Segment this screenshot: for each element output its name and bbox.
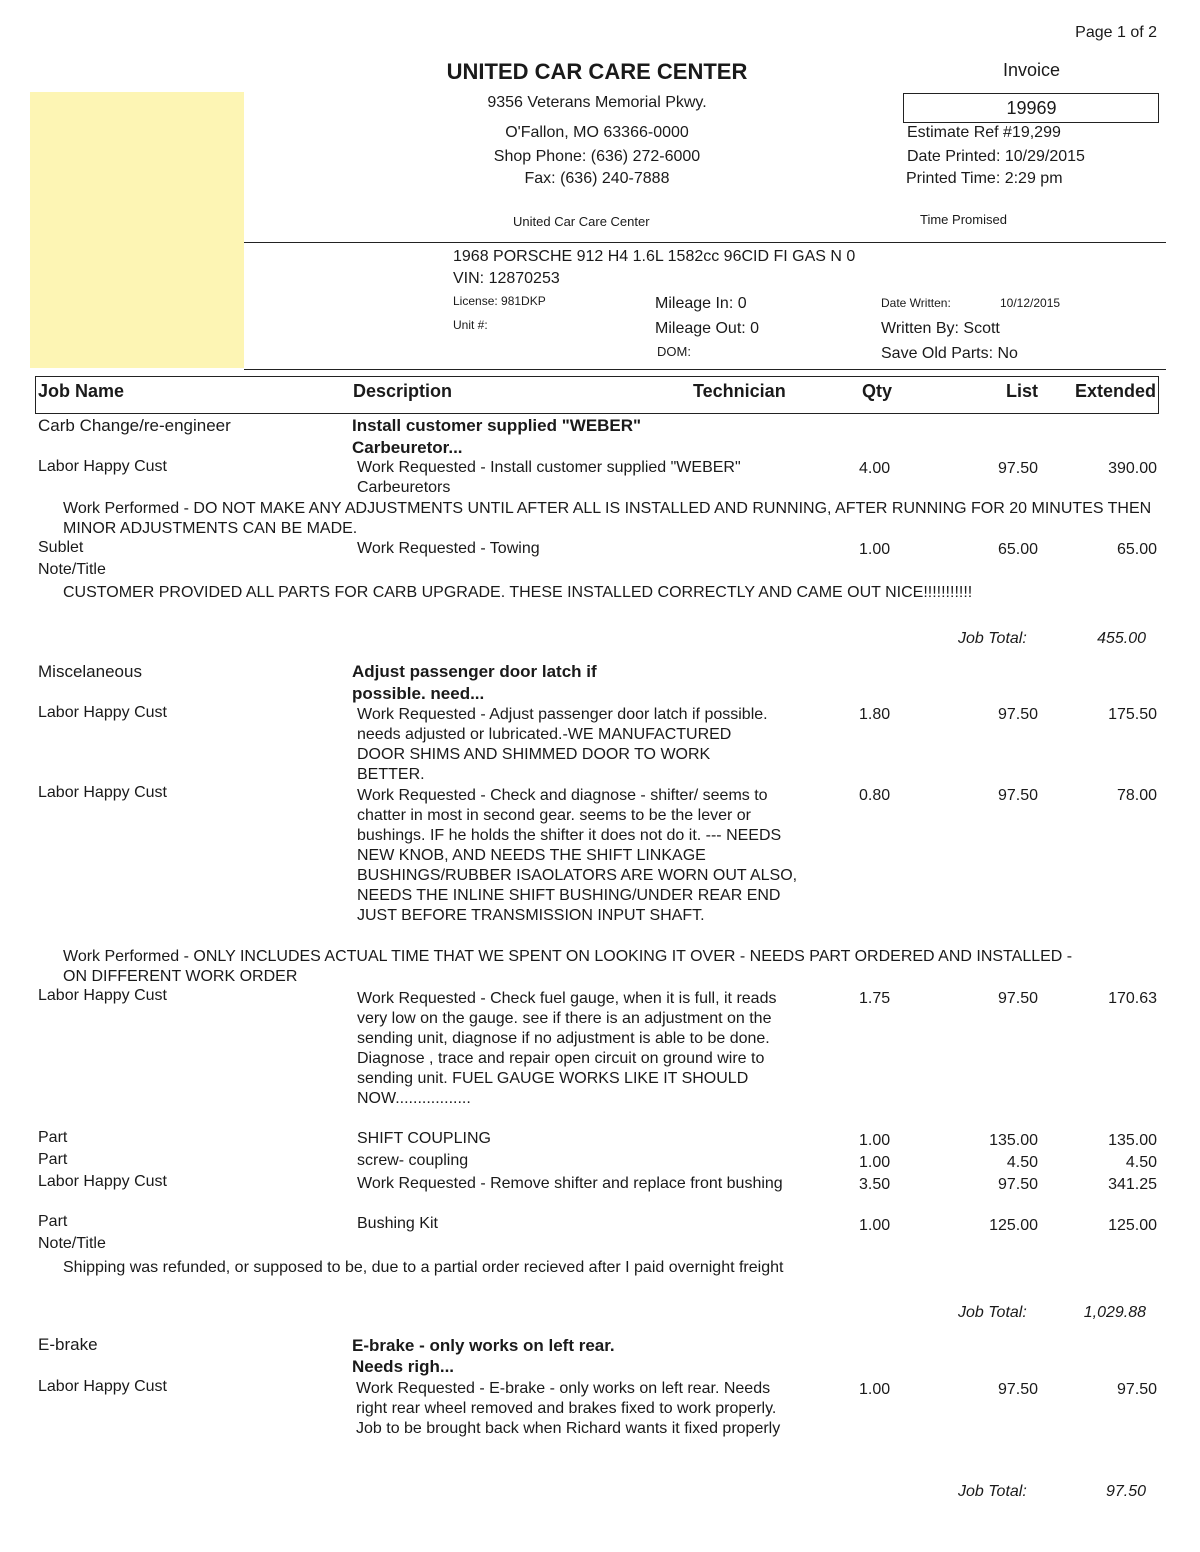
- work-performed: Work Performed - ONLY INCLUDES ACTUAL TIME THAT WE SPENT ON LOOKING IT OVER - NEEDS PART ORDERED AND INSTALLED - ON DIFFERENT WORK ORDER: [63, 948, 1073, 985]
- line-type: Part: [38, 1213, 68, 1230]
- line-extended: 125.00: [1108, 1217, 1157, 1234]
- line-type: Labor Happy Cust: [38, 987, 167, 1004]
- vehicle-license: License: 981DKP: [453, 294, 546, 308]
- line-extended: 170.63: [1108, 990, 1157, 1007]
- col-description: Description: [353, 381, 453, 401]
- line-list: 97.50: [997, 787, 1038, 804]
- mileage-in: Mileage In: 0: [655, 295, 747, 312]
- save-old-parts: Save Old Parts: No: [881, 345, 1018, 362]
- job-total: 1,029.88: [1083, 1304, 1146, 1321]
- shop-footer-name: United Car Care Center: [513, 214, 650, 229]
- line-description: Work Requested - Check fuel gauge, when it is full, it reads very low on the gauge. see if there is an adjustment on the sending unit, diagnose if no adjustment is able to be done. Diagnose , trace and repair open circuit on ground wire to sending unit. FUEL GAUGE WORKS LIKE IT SHOULD NOW.................: [357, 990, 777, 1107]
- note-text: Shipping was refunded, or supposed to be, due to a partial order recieved after I paid overnight freight: [63, 1259, 784, 1276]
- line-list: 65.00: [997, 541, 1038, 558]
- job-title: Carbeuretor...: [352, 438, 463, 457]
- job-title: E-brake - only works on left rear.: [352, 1336, 615, 1355]
- line-list: 125.00: [989, 1217, 1038, 1234]
- col-extended: Extended: [1074, 381, 1156, 401]
- vehicle-description: 1968 PORSCHE 912 H4 1.6L 1582cc 96CID FI GAS N 0: [453, 248, 856, 265]
- redacted-customer-info: [30, 92, 244, 368]
- line-list: 97.50: [997, 1381, 1038, 1398]
- line-extended: 97.50: [1116, 1381, 1157, 1398]
- line-description: Work Requested - Install customer supplied "WEBER" Carbeuretors: [357, 459, 741, 496]
- line-type: Labor Happy Cust: [38, 1378, 167, 1395]
- job-name: Miscelaneous: [38, 662, 142, 681]
- line-list: 97.50: [997, 1176, 1038, 1193]
- line-extended: 135.00: [1108, 1132, 1157, 1149]
- line-qty: 1.00: [859, 1217, 891, 1234]
- note-text: CUSTOMER PROVIDED ALL PARTS FOR CARB UPGRADE. THESE INSTALLED CORRECTLY AND CAME OUT NICE!!!!!!!!!!!: [63, 584, 973, 601]
- line-type: Labor Happy Cust: [38, 458, 167, 475]
- job-name: E-brake: [38, 1335, 98, 1354]
- job-title: Adjust passenger door latch if: [352, 662, 597, 681]
- job-total-label: Job Total:: [958, 630, 1027, 647]
- estimate-ref: Estimate Ref #19,299: [907, 124, 1061, 141]
- date-written: 10/12/2015: [1000, 296, 1061, 310]
- col-job-name: Job Name: [38, 381, 125, 401]
- line-description: screw- coupling: [357, 1152, 469, 1169]
- line-type: Labor Happy Cust: [38, 784, 167, 801]
- line-extended: 65.00: [1116, 541, 1157, 558]
- line-type: Labor Happy Cust: [38, 1173, 167, 1190]
- line-qty: 1.75: [859, 990, 891, 1007]
- col-list: List: [1005, 381, 1038, 401]
- line-type: Sublet: [38, 539, 84, 556]
- time-promised: Time Promised: [920, 212, 1007, 227]
- line-description: Work Requested - Towing: [357, 540, 540, 557]
- line-list: 4.50: [1006, 1154, 1038, 1171]
- vehicle-vin: VIN: 12870253: [453, 270, 560, 287]
- line-list: 97.50: [997, 706, 1038, 723]
- shop-address-2: O'Fallon, MO 63366-0000: [505, 124, 689, 141]
- mileage-out: Mileage Out: 0: [655, 320, 760, 337]
- invoice-label: Invoice: [1002, 60, 1061, 80]
- vehicle-divider: [244, 369, 1166, 370]
- note-label: Note/Title: [38, 1235, 106, 1252]
- line-qty: 0.80: [859, 787, 891, 804]
- line-extended: 4.50: [1125, 1154, 1157, 1171]
- col-technician: Technician: [693, 381, 786, 401]
- line-list: 135.00: [989, 1132, 1038, 1149]
- job-total: 455.00: [1097, 630, 1146, 647]
- job-name: Carb Change/re-engineer: [38, 416, 231, 435]
- line-qty: 3.50: [859, 1176, 891, 1193]
- date-printed: Date Printed: 10/29/2015: [907, 148, 1085, 165]
- job-total-label: Job Total:: [958, 1483, 1027, 1500]
- line-type: Part: [38, 1151, 68, 1168]
- work-performed: Work Performed - DO NOT MAKE ANY ADJUSTMENTS UNTIL AFTER ALL IS INSTALLED AND RUNNING, AFTER RUNNING FOR 20 MINUTES THEN MINOR ADJUSTMENTS CAN BE MADE.: [63, 500, 1152, 537]
- shop-fax: Fax: (636) 240-7888: [524, 170, 670, 187]
- line-list: 97.50: [997, 460, 1038, 477]
- job-title: Needs righ...: [352, 1357, 455, 1376]
- vehicle-unit: Unit #:: [453, 318, 488, 332]
- line-qty: 1.00: [859, 1381, 891, 1398]
- printed-time: Printed Time: 2:29 pm: [906, 170, 1063, 187]
- line-type: Part: [38, 1129, 68, 1146]
- date-written-label: Date Written:: [881, 296, 951, 310]
- line-extended: 341.25: [1108, 1176, 1157, 1193]
- line-qty: 1.00: [859, 1154, 891, 1171]
- line-extended: 390.00: [1108, 460, 1157, 477]
- shop-phone: Shop Phone: (636) 272-6000: [493, 148, 701, 165]
- column-header-box: [35, 376, 1159, 414]
- job-title: possible. need...: [352, 684, 485, 703]
- line-qty: 1.00: [859, 1132, 891, 1149]
- line-description: Work Requested - Adjust passenger door latch if possible. needs adjusted or lubricated.-WE MANUFACTURED DOOR SHIMS AND SHIMMED DOOR TO WORK BETTER.: [357, 706, 768, 783]
- invoice-number: 19969: [1006, 98, 1057, 118]
- job-total: 97.50: [1105, 1483, 1146, 1500]
- line-description: SHIFT COUPLING: [357, 1130, 491, 1147]
- col-qty: Qty: [862, 381, 893, 401]
- line-qty: 4.00: [859, 460, 891, 477]
- line-qty: 1.00: [859, 541, 891, 558]
- line-description: Bushing Kit: [357, 1215, 438, 1232]
- line-description: Work Requested - Check and diagnose - shifter/ seems to chatter in most in second gear. seems to be the lever or bushings. IF he holds the shifter it does not do it. --- NEEDS NEW KNOB, AND NEEDS THE SHIFT LINKAGE BUSHINGS/RUBBER ISAOLATORS ARE WORN OUT ALSO, NEEDS THE INLINE SHIFT BUSHING/UNDER REAR END JUST BEFORE TRANSMISSION INPUT SHAFT.: [357, 787, 798, 924]
- page-number: Page 1 of 2: [1075, 24, 1157, 41]
- line-extended: 175.50: [1108, 706, 1157, 723]
- shop-address-1: 9356 Veterans Memorial Pkwy.: [487, 94, 707, 111]
- job-total-label: Job Total:: [958, 1304, 1027, 1321]
- line-description: Work Requested - E-brake - only works on left rear. Needs right rear wheel removed and brakes fixed to work properly. Job to be brought back when Richard wants it fixed properly: [356, 1380, 781, 1437]
- line-type: Labor Happy Cust: [38, 704, 167, 721]
- note-label: Note/Title: [38, 561, 106, 578]
- shop-name: UNITED CAR CARE CENTER: [446, 59, 748, 84]
- line-description: Work Requested - Remove shifter and replace front bushing: [357, 1175, 783, 1192]
- vehicle-dom: DOM:: [657, 344, 691, 359]
- header-divider: [244, 242, 1166, 243]
- line-qty: 1.80: [859, 706, 891, 723]
- line-extended: 78.00: [1116, 787, 1157, 804]
- line-list: 97.50: [997, 990, 1038, 1007]
- job-title: Install customer supplied "WEBER": [352, 416, 642, 435]
- written-by: Written By: Scott: [881, 320, 1000, 337]
